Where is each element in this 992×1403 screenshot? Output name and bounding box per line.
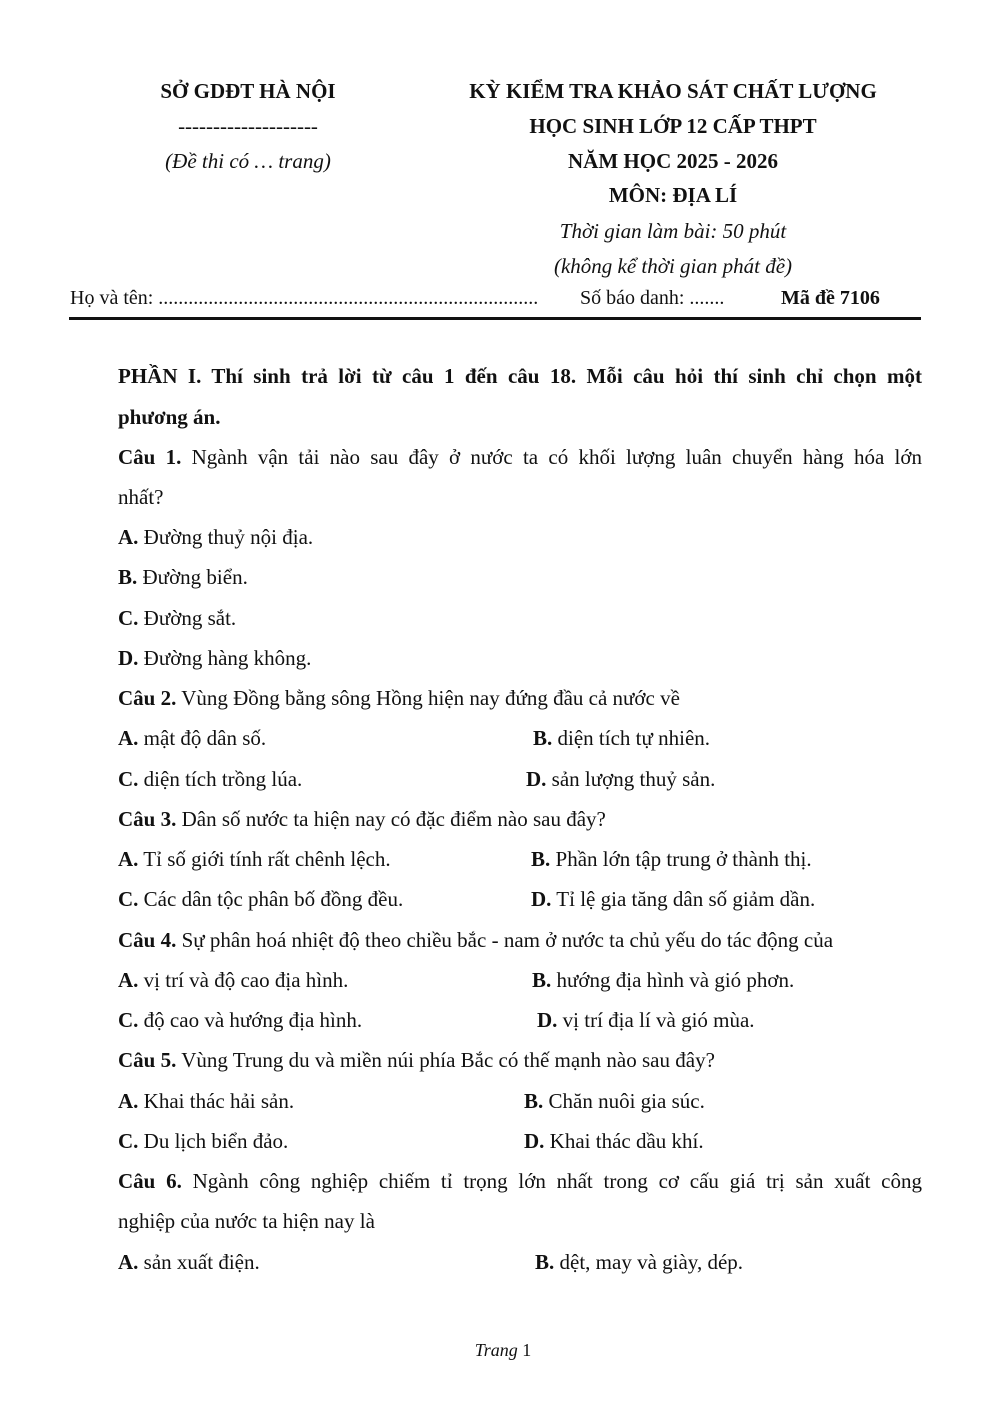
question-text: Ngành vận tải nào sau đây ở nước ta có khối lượng luân chuyển hàng hóa lớn bbox=[181, 445, 922, 469]
question-5 bbox=[118, 1048, 715, 1073]
q6-option-a bbox=[118, 1250, 260, 1275]
question-1-line2: nhất? bbox=[118, 485, 164, 509]
option-letter: B. bbox=[535, 1250, 555, 1274]
option-letter: D. bbox=[531, 887, 552, 911]
q1-option-d bbox=[118, 646, 311, 671]
question-text: Sự phân hoá nhiệt độ theo chiều bắc - nam ở nước ta chủ yếu do tác động của bbox=[176, 928, 834, 952]
option-text: Khai thác dầu khí. bbox=[544, 1129, 704, 1153]
question-text: Dân số nước ta hiện nay có đặc điểm nào sau đây? bbox=[176, 807, 606, 831]
question-text: Vùng Trung du và miền núi phía Bắc có thế mạnh nào sau đây? bbox=[176, 1048, 715, 1072]
header-divider bbox=[69, 317, 921, 320]
option-letter: B. bbox=[118, 565, 138, 589]
school-department: SỞ GDĐT HÀ NỘI bbox=[160, 79, 336, 103]
duration-note: (không kể thời gian phát đề) bbox=[553, 254, 793, 278]
section-title-line2: phương án. bbox=[118, 405, 221, 429]
option-letter: C. bbox=[118, 767, 139, 791]
option-text: diện tích trồng lúa. bbox=[138, 767, 303, 791]
q4-option-c bbox=[118, 1008, 362, 1033]
option-letter: B. bbox=[532, 968, 552, 992]
q2-option-c bbox=[118, 767, 302, 792]
option-letter: A. bbox=[118, 1250, 139, 1274]
q5-option-b bbox=[524, 1089, 705, 1114]
option-text: Đường hàng không. bbox=[138, 646, 312, 670]
page-word: Trang bbox=[474, 1340, 518, 1360]
question-label: Câu 2. bbox=[118, 686, 177, 710]
option-text: Du lịch biển đảo. bbox=[138, 1129, 289, 1153]
question-6 bbox=[118, 1169, 922, 1194]
question-6-line2: nghiệp của nước ta hiện nay là bbox=[118, 1209, 375, 1233]
q1-option-c bbox=[118, 606, 236, 631]
subject: MÔN: ĐỊA LÍ bbox=[608, 183, 738, 207]
option-text: diện tích tự nhiên. bbox=[552, 726, 711, 750]
exam-grade: HỌC SINH LỚP 12 CẤP THPT bbox=[529, 114, 817, 138]
exam-duration: Thời gian làm bài: 50 phút bbox=[559, 219, 787, 243]
question-label: Câu 5. bbox=[118, 1048, 177, 1072]
q4-option-b bbox=[532, 968, 794, 993]
option-letter: A. bbox=[118, 847, 139, 871]
option-letter: D. bbox=[118, 646, 139, 670]
q5-option-c bbox=[118, 1129, 288, 1154]
q3-option-c bbox=[118, 887, 403, 912]
option-text: mật độ dân số. bbox=[138, 726, 267, 750]
question-label: Câu 6. bbox=[118, 1169, 182, 1193]
question-text: Vùng Đồng bằng sông Hồng hiện nay đứng đầu cả nước về bbox=[176, 686, 680, 710]
q5-option-a bbox=[118, 1089, 294, 1114]
question-label: Câu 1. bbox=[118, 445, 182, 469]
option-text: Đường sắt. bbox=[138, 606, 237, 630]
candidate-id-field: Số báo danh: ....... bbox=[580, 287, 725, 309]
candidate-name-field: Họ và tên: ............................................................................ bbox=[70, 287, 539, 309]
section-title-line1: PHẦN I. Thí sinh trả lời từ câu 1 đến câu 18. Mỗi câu hỏi thí sinh chỉ chọn một bbox=[118, 364, 922, 388]
option-letter: C. bbox=[118, 887, 139, 911]
option-letter: D. bbox=[526, 767, 547, 791]
option-letter: B. bbox=[524, 1089, 544, 1113]
option-letter: A. bbox=[118, 1089, 139, 1113]
question-label: Câu 3. bbox=[118, 807, 177, 831]
option-letter: B. bbox=[533, 726, 553, 750]
option-letter: D. bbox=[524, 1129, 545, 1153]
question-3 bbox=[118, 807, 606, 832]
option-text: Đường thuỷ nội địa. bbox=[138, 525, 314, 549]
option-text: Tỉ lệ gia tăng dân số giảm dần. bbox=[551, 887, 816, 911]
option-letter: D. bbox=[537, 1008, 558, 1032]
page-count-note: (Đề thi có … trang) bbox=[165, 149, 331, 173]
option-letter: C. bbox=[118, 1129, 139, 1153]
option-letter: A. bbox=[118, 968, 139, 992]
page-footer bbox=[0, 1340, 992, 1361]
q1-option-b bbox=[118, 565, 248, 590]
option-text: Các dân tộc phân bố đồng đều. bbox=[138, 887, 404, 911]
option-text: Đường biển. bbox=[137, 565, 248, 589]
header-dashes: -------------------- bbox=[178, 114, 318, 138]
q3-option-d bbox=[531, 887, 815, 912]
q6-option-b bbox=[535, 1250, 743, 1275]
option-letter: C. bbox=[118, 606, 139, 630]
exam-code: Mã đề 7106 bbox=[781, 287, 880, 309]
option-text: sản xuất điện. bbox=[138, 1250, 260, 1274]
question-label: Câu 4. bbox=[118, 928, 177, 952]
option-text: sản lượng thuỷ sản. bbox=[546, 767, 716, 791]
question-1 bbox=[118, 445, 922, 470]
q2-option-a bbox=[118, 726, 266, 751]
option-text: Phần lớn tập trung ở thành thị. bbox=[550, 847, 812, 871]
question-4 bbox=[118, 928, 833, 953]
q3-option-b bbox=[531, 847, 812, 872]
option-text: vị trí địa lí và gió mùa. bbox=[557, 1008, 755, 1032]
option-text: Chăn nuôi gia súc. bbox=[543, 1089, 705, 1113]
option-text: Khai thác hải sản. bbox=[138, 1089, 295, 1113]
q3-option-a bbox=[118, 847, 391, 872]
option-letter: A. bbox=[118, 726, 139, 750]
option-text: Tỉ số giới tính rất chênh lệch. bbox=[138, 847, 391, 871]
q5-option-d bbox=[524, 1129, 704, 1154]
school-year: NĂM HỌC 2025 - 2026 bbox=[568, 149, 778, 173]
option-text: hướng địa hình và gió phơn. bbox=[551, 968, 795, 992]
q4-option-d bbox=[537, 1008, 755, 1033]
question-text: Ngành công nghiệp chiếm tỉ trọng lớn nhất trong cơ cấu giá trị sản xuất công bbox=[181, 1169, 922, 1193]
page-number: 1 bbox=[517, 1340, 532, 1360]
q2-option-d bbox=[526, 767, 715, 792]
option-text: dệt, may và giày, dép. bbox=[554, 1250, 744, 1274]
option-letter: C. bbox=[118, 1008, 139, 1032]
q1-option-a bbox=[118, 525, 313, 550]
question-2 bbox=[118, 686, 680, 711]
option-text: vị trí và độ cao địa hình. bbox=[138, 968, 349, 992]
option-letter: B. bbox=[531, 847, 551, 871]
exam-title: KỲ KIỂM TRA KHẢO SÁT CHẤT LƯỢNG bbox=[469, 79, 877, 103]
option-text: độ cao và hướng địa hình. bbox=[138, 1008, 363, 1032]
q2-option-b bbox=[533, 726, 710, 751]
option-letter: A. bbox=[118, 525, 139, 549]
q4-option-a bbox=[118, 968, 348, 993]
